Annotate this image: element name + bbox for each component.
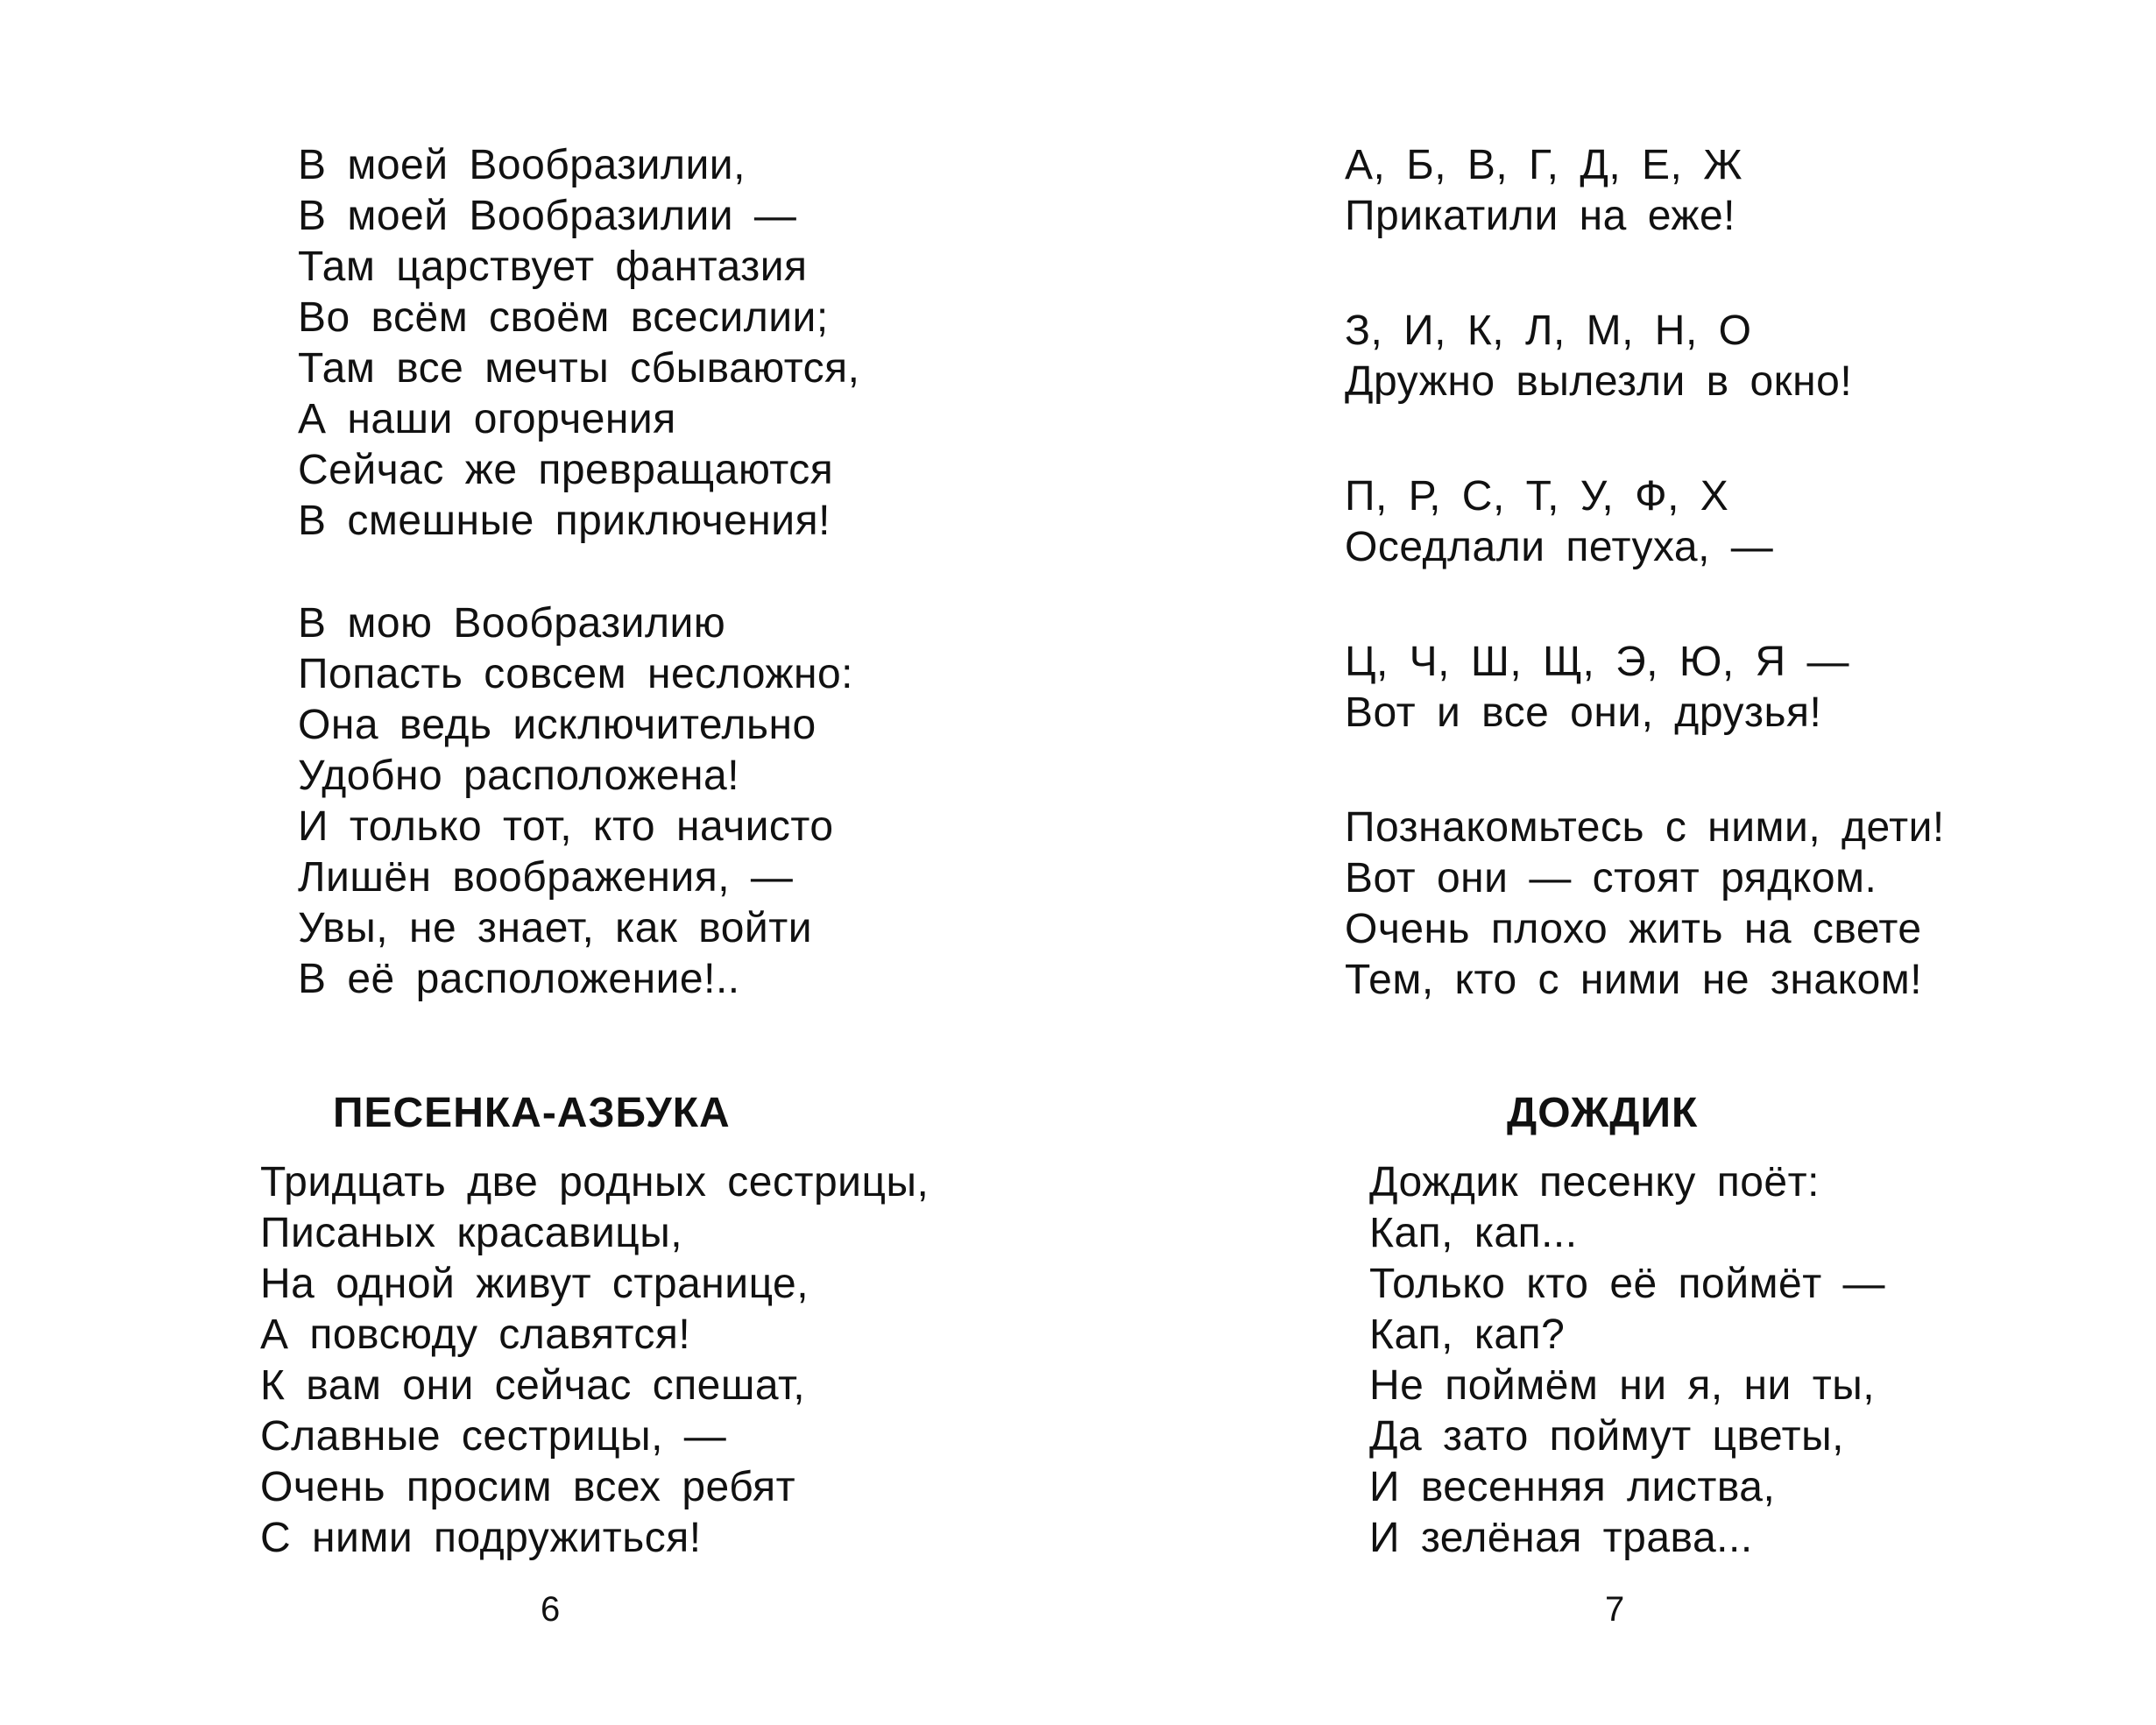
voobrazilia-stanza-1 (298, 140, 859, 547)
page-number: 6 (541, 1590, 561, 1629)
poem-line: П, Р, С, Т, У, Ф, Х (1345, 473, 1729, 520)
poem-line: Попасть совсем несложно: (298, 651, 853, 697)
poem-line: И весенняя листва, (1369, 1464, 1776, 1510)
dozhdik-stanza (1369, 1157, 1885, 1564)
poem-title: ПЕСЕНКА-АЗБУКА (333, 1090, 731, 1136)
poem-line: Там царствует фантазия (298, 244, 808, 290)
poem-line: Вот они — стоят рядком. (1345, 855, 1877, 901)
poem-line: К вам они сейчас спешат, (260, 1362, 806, 1409)
azbuka-stanza-1 (1345, 140, 1742, 242)
poem-line: Дождик песенку поёт: (1369, 1159, 1820, 1205)
poem-line: Очень плохо жить на свете (1345, 906, 1922, 952)
poem-line: А наши огорчения (298, 396, 676, 442)
poem-line: Там все мечты сбываются, (298, 345, 860, 392)
poem-line: А, Б, В, Г, Д, Е, Ж (1345, 142, 1743, 188)
pesenka-azbuka-stanza (260, 1157, 929, 1564)
page-number: 7 (1605, 1590, 1625, 1629)
poem-line: А повсюду славятся! (260, 1311, 691, 1358)
poem-line: Славные сестрицы, — (260, 1413, 727, 1460)
azbuka-stanza-4 (1345, 637, 1849, 739)
poem-line: В её расположение!.. (298, 956, 740, 1002)
voobrazilia-stanza-2 (298, 598, 853, 1005)
azbuka-stanza-5 (1345, 802, 1945, 1006)
poem-line: Кап, кап... (1369, 1210, 1578, 1256)
poem-line: Оседлали петуха, — (1345, 524, 1774, 570)
poem-line: Во всём своём всесилии; (298, 294, 829, 341)
right-page (1078, 0, 2156, 1725)
poem-line: Тем, кто с ними не знаком! (1345, 957, 1923, 1003)
poem-line: Лишён воображения, — (298, 854, 794, 901)
poem-line: Тридцать две родных сестрицы, (260, 1159, 930, 1205)
poem-line: Вот и все они, друзья! (1345, 689, 1822, 736)
poem-line: Дружно вылезли в окно! (1345, 358, 1853, 405)
poem-line: Кап, кап? (1369, 1311, 1566, 1358)
poem-line: В моей Вообразилии, (298, 142, 746, 188)
poem-line: Удобно расположена! (298, 753, 740, 799)
poem-line: Увы, не знает, как войти (298, 905, 813, 951)
poem-line: В мою Вообразилию (298, 600, 726, 647)
poem-line: З, И, К, Л, М, Н, О (1345, 308, 1752, 354)
poem-line: Писаных красавицы, (260, 1210, 683, 1256)
poem-line: Очень просим всех ребят (260, 1464, 796, 1510)
poem-line: И только тот, кто начисто (298, 803, 834, 850)
poem-line: Прикатили на еже! (1345, 193, 1735, 239)
poem-line: Познакомьтесь с ними, дети! (1345, 804, 1945, 851)
poem-line: Да зато поймут цветы, (1369, 1413, 1844, 1460)
poem-line: Она ведь исключительно (298, 702, 816, 748)
poem-line: В смешные приключения! (298, 498, 831, 544)
poem-line: И зелёная трава... (1369, 1515, 1753, 1561)
poem-line: Ц, Ч, Ш, Щ, Э, Ю, Я — (1345, 639, 1850, 685)
poem-line: В моей Вообразилии — (298, 193, 797, 239)
poem-line: Не поймём ни я, ни ты, (1369, 1362, 1876, 1409)
azbuka-stanza-3 (1345, 471, 1773, 573)
azbuka-stanza-2 (1345, 306, 1852, 407)
poem-line: С ними подружиться! (260, 1515, 702, 1561)
poem-title: ДОЖДИК (1507, 1090, 1699, 1136)
poem-line: На одной живут странице, (260, 1261, 809, 1307)
poem-line: Сейчас же превращаются (298, 447, 834, 493)
poem-line: Только кто её поймёт — (1369, 1261, 1886, 1307)
